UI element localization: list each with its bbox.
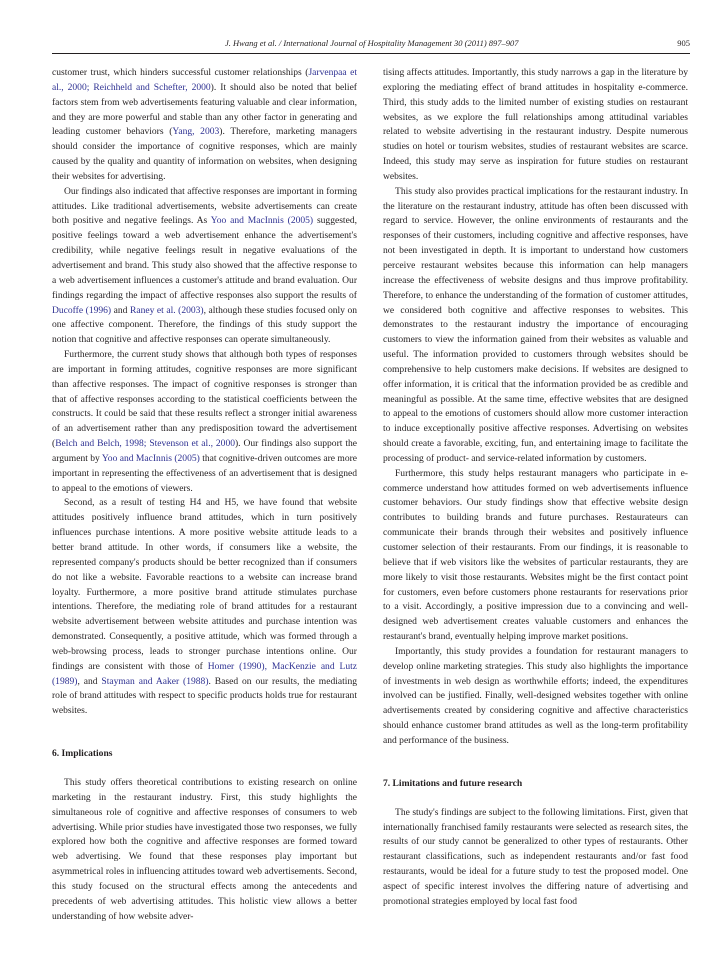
text-run: Second, as a result of testing H4 and H5, we have found that website attitudes positively influence brand attitudes, which in turn positively influences purchase intentions. A more positive website attitude leads to a better brand attitude. In other words, if consumers like a website, the represented company's products should be better recognized than if consumers do not like a website. Favorable reactions to a website can increase brand loyalty. Furthermore, a more positive brand attitude stimulates purchase intentions. Therefore, the mediating role of brand attitudes for a restaurant website advertisement between website attitudes and purchase intention was demonstrated. Consequently, a positive attitude, which was formed through a web-browsing process, leads to stronger purchase intentions online. Our findings are consistent with those of [52, 497, 357, 672]
text-run: Furthermore, the current study shows that although both types of responses are important in forming attitudes, cognitive responses are more significant than affective responses. The impact of cognitive responses is stronger than that of affective responses according to the statistical coefficients between the constructs. It could be said that these results reflect a stronger initial awareness of an advertisement rather than any predisposition toward the advertisement ( [52, 349, 357, 450]
text-run: ). It should also be noted that belief factors stem from web advertisements featuring valuable and clear information, and they are more powerful and stable than any other factor in generating and leading customer behaviors ( [52, 81, 357, 138]
paragraph [383, 66, 688, 185]
paragraph [52, 496, 357, 719]
citation-link[interactable]: Yoo and MacInnis (2005) [210, 215, 314, 227]
paragraph [383, 806, 688, 910]
citation-link[interactable]: Stayman and Aaker (1988) [101, 675, 209, 687]
right-column [383, 66, 688, 910]
text-run: . Based on our results, the mediating role of brand attitudes with respect to specific products holds true for restaurant websites. [52, 675, 357, 717]
text-run: customer trust, which hinders successful customer relationships ( [52, 67, 309, 78]
left-column [52, 66, 357, 924]
text-run: that cognitive-driven outcomes are more important in representing the effectiveness of an advertisement that is designed to appeal to the emotions of viewers. [52, 452, 358, 494]
citation-link[interactable]: Jarvenpaa et al., 2000; Reichheld and Schefter, 2000 [52, 67, 357, 93]
citation-link[interactable]: Raney et al. (2003) [129, 304, 204, 316]
text-run: This study offers theoretical contributions to existing research on online marketing in the restaurant industry. First, this study highlights the simultaneous role of cognitive and affective responses of consumers to web advertising. While prior studies have investigated those two responses, we fully explored how both the cognitive and affective responses are formed toward web advertising. We found that these responses play important but asymmetrical roles in influencing attitudes toward web advertisements. Second, this study focused on the structural effects among the antecedents and precedents of web advertising attitudes. This holistic view allows a better understanding of how website adver- [52, 776, 357, 922]
text-run: and [111, 304, 130, 316]
paragraph [52, 185, 357, 348]
paragraph [383, 645, 688, 749]
citation-link[interactable]: Yoo and MacInnis (2005) [101, 452, 200, 464]
text-run: Importantly, this study provides a foundation for restaurant managers to develop online marketing strategies. This study also highlights the importance of investments in web design as worthwhile efforts; indeed, the expenditures involved can be justified. Finally, well-designed websites together with online advertisements created by considering cognitive and affective characteristics should enhance customer brand attitudes as well as the long-term profitability and performance of the business. [383, 645, 688, 746]
text-run: Our findings also indicated that affective responses are important in forming attitudes. Like traditional advertisements, website advertisements can create both positive and negative feelings. As [52, 185, 357, 227]
paragraph [52, 66, 357, 185]
citation-link[interactable]: Yang, 2003 [172, 126, 220, 138]
paragraph [52, 348, 357, 496]
citation-link[interactable]: Belch and Belch, 1998; Stevenson et al., 2000 [55, 438, 235, 450]
text-run: Furthermore, this study helps restaurant managers who participate in e-commerce understand how attitudes formed on web advertisements influence customer behaviors. Our study findings show that effective website design contributes to building brands and future purchases. Restaurateurs can communicate their brands through their websites and positively influence customer selection of their restaurants. From our findings, it is reasonable to believe that if web visitors like the websites of particular restaurants, they are more likely to visit those restaurants. Websites might be the first contact point for customers, even before customers phone restaurants for reservations prior to a visit. Accordingly, a positive impression due to a convincing and well-designed web advertisement creates valuable customers and enhances the restaurant's brand, eventually helping improve market positions. [383, 467, 688, 643]
page-number: 905 [677, 38, 690, 48]
header-rule [52, 53, 690, 54]
text-run: This study also provides practical implications for the restaurant industry. In the literature on the restaurant industry, attitude has often been discussed with regard to service. However, the online environments of restaurants and the responses of their customers, including cognitive and affective responses, have not been investigated in depth. It is important to understand how customers perceive restaurant websites because this information can help managers increase the effectiveness of website designs and thus improve profitability. Therefore, to enhance the understanding of the formation of customer attitudes, we considered both cognitive and affective responses to websites. This demonstrates to the restaurant industry the importance of encouraging customers to view the information gained from their websites as valuable and useful. The information provided to customers through websites should be comprehensive to help customers make decisions. If websites are designed to offer information, it is critical that the information provided be as credible and meaningful as possible. At the same time, effective websites that are designed to appeal to the emotions of customers should allow more customer interaction to induce exceptionally positive affective responses. Advertising on websites should create a favorable, exciting, fun, and entertaining image to facilitate the processing of product- and service-related information by customers. [383, 185, 688, 464]
citation-link[interactable]: Homer (1990), MacKenzie and Lutz (1989) [52, 660, 358, 687]
text-run: , and [77, 675, 102, 687]
section-heading-implications: 6. Implications [52, 748, 113, 760]
text-run: suggested, positive feelings toward a web advertisement enhance the advertisement's credibility, while negative feelings result in negative evaluations of the advertisement and brand. This study also showed that the affective response to a web advertisement influences a customer's attitude and brand evaluation. Our findings regarding the impact of affective responses also support the results of [52, 215, 357, 301]
text-run: , although these studies focused only on one affective component. Therefore, the findings of this study support the notion that cognitive and affective responses can operate simultaneously. [52, 304, 358, 346]
text-run: The study's findings are subject to the following limitations. First, given that internationally franchised family restaurants were selected as research sites, the results of our study cannot be generalized to other types of restaurants. Other restaurant classifications, such as independent restaurants and/or fast food restaurants, would be ideal for a future study to test the proposed model. One aspect of specific interest involves the differing nature of advertising and promotional strategies employed by local fast food [383, 806, 688, 907]
text-run: tising affects attitudes. Importantly, this study narrows a gap in the literature by exploring the mediating effect of brand attitudes in hospitality e-commerce. Third, this study adds to the limited number of existing studies on restaurant websites, as we explore the full relationships among attitudinal variables related to website advertising in the restaurant industry. Despite numerous studies on hotel or tourism websites, studies of restaurant websites are scarce. Indeed, this study may serve as inspiration for future studies on restaurant websites. [383, 67, 688, 182]
text-run: ). Therefore, marketing managers should consider the importance of cognitive responses, which are mainly caused by the quality and quantity of information on websites, when designing their websites for advertising. [52, 126, 357, 182]
paragraph [383, 467, 688, 645]
section-heading-limitations: 7. Limitations and future research [383, 777, 523, 789]
journal-citation: J. Hwang et al. / International Journal of Hospitality Management 30 (2011) 897–907 [225, 38, 519, 48]
citation-link[interactable]: Ducoffe (1996) [52, 304, 112, 316]
paragraph [52, 776, 357, 924]
paragraph [383, 185, 688, 467]
text-run: ). Our findings also support the argument by [52, 438, 357, 464]
